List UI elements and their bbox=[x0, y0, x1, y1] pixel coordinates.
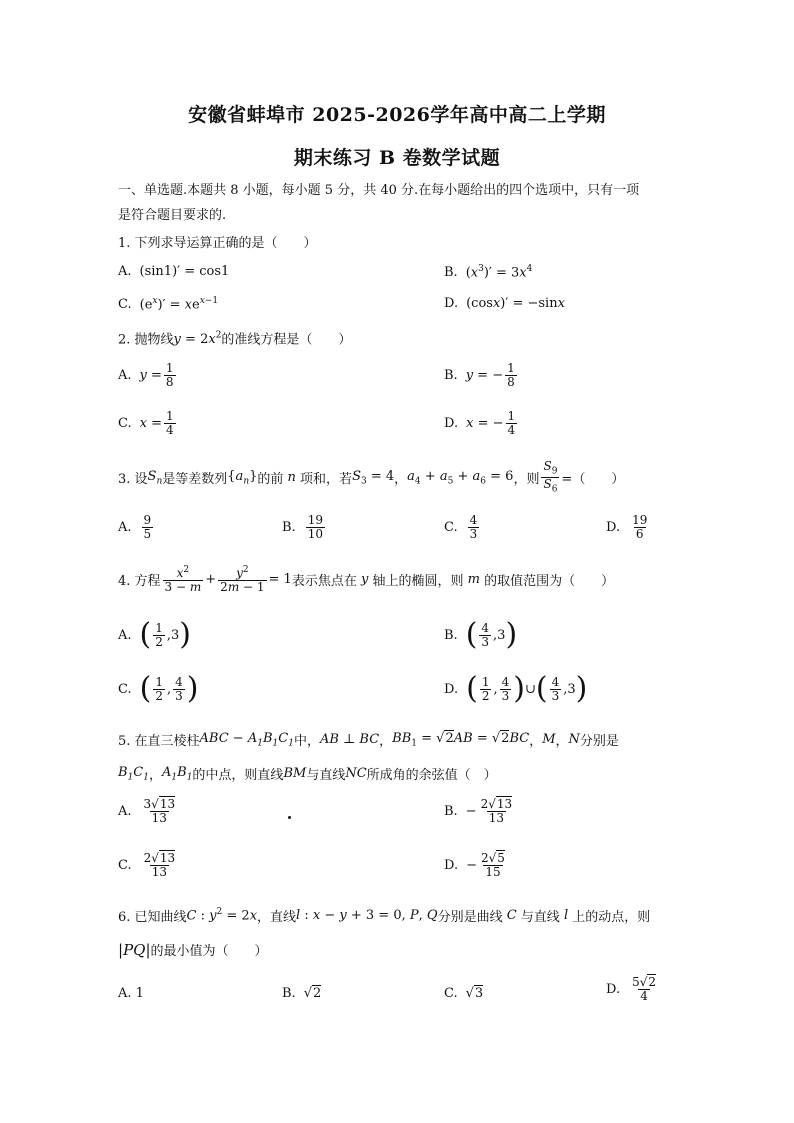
q2-option-c: C. x = $\frac{1}{4}$ bbox=[118, 409, 174, 437]
exam-title-line2: 期末练习 B 卷数学试题 bbox=[293, 147, 501, 169]
q5-option-b: B. − $\frac{2√13}{13}$ bbox=[444, 797, 513, 825]
q1-stem: 1. 下列求导运算正确的是（ ） bbox=[118, 236, 317, 251]
q3-stem: 3. 设 $S_n$ 是等差数列 $\{a_n\}$ 的前 n 项和，若 $S_3 = 4$ ， $a_4 + a_5 + a_6 = 6$ ，则 $\frac{S_9}{S_6}$ =（ ） bbox=[118, 459, 625, 495]
section-instructions-line1: 一、单选题.本题共 8 小题，每小题 5 分，共 40 分.在每小题给出的四个选项中，只有一项 bbox=[118, 183, 640, 198]
q4-stem: 4. 方程 $\frac{x^2}{3 - m}$ + $\frac{y^2}{2m - 1}$ = 1 表示焦点在 y 轴上的椭圆，则 m 的取值范围为（ ） bbox=[118, 565, 615, 594]
q2-stem: 2. 抛物线$y = 2x^2$的准线方程是（ ） bbox=[118, 331, 352, 348]
q6-stem-line1: 6. 已知曲线 C : $y^2 = 2x$ ，直线 l : x − y + 3 = 0, P, Q 分别是曲线 C 与直线 l 上的动点，则 bbox=[118, 907, 651, 925]
stray-dot bbox=[288, 816, 291, 819]
q1-option-d: D. (cosx)′ = −sinx bbox=[444, 296, 565, 311]
q1-option-b-math: $(x^3)' = 3x^4$ bbox=[465, 264, 533, 281]
exam-title-line1: 安徽省蚌埠市 2025-2026学年高中高二上学期 bbox=[188, 104, 606, 126]
q1-option-c: C. $(e^x)' = xe^{x-1}$ bbox=[118, 296, 219, 313]
q1-option-c-math: $(e^x)' = xe^{x-1}$ bbox=[139, 296, 219, 313]
q3-option-c: C. $\frac{4}{3}$ bbox=[444, 513, 478, 541]
q2-option-a: A. y = $\frac{1}{8}$ bbox=[118, 361, 174, 389]
q5-stem-line2: $B_1C_1$ ， $A_1B_1$ 的中点，则直线 BM 与直线 NC 所成角的余弦值（ ） bbox=[118, 764, 497, 783]
q2-option-b: B. y = − $\frac{1}{8}$ bbox=[444, 361, 515, 389]
q3-option-d: D. $\frac{19}{6}$ bbox=[606, 513, 648, 541]
q1-option-b: B. $(x^3)' = 3x^4$ bbox=[444, 264, 533, 281]
q3-option-a: A. $\frac{9}{5}$ bbox=[118, 513, 152, 541]
q1-option-d-math: (cosx)′ = −sinx bbox=[466, 296, 565, 311]
q6-option-d: D. $\frac{5√2}{4}$ bbox=[606, 975, 657, 1003]
q6-stem-line2: |PQ| 的最小值为（ ） bbox=[118, 940, 268, 959]
q4-option-d: D. ( $\frac{1}{2}$ , $\frac{4}{3}$ ) ∪ ( $\frac{4}{3}$ ,3 ) bbox=[444, 671, 588, 706]
q1-option-a: A. (sin1)′ = cos1 bbox=[118, 264, 230, 279]
q5-option-c: C. $\frac{2√13}{13}$ bbox=[118, 851, 176, 879]
q3-option-b: B. $\frac{19}{10}$ bbox=[282, 513, 323, 541]
section-instructions-line2: 是符合题目要求的. bbox=[118, 208, 227, 223]
q6-option-c: C. √3 bbox=[444, 986, 484, 1001]
q5-stem-line1: 5. 在直三棱柱 ABC − $A_1B_1C_1$ 中， AB ⊥ BC ， $BB_1 = √2AB = √2BC$ ， M ， N 分别是 bbox=[118, 730, 619, 749]
q5-option-a: A. $\frac{3√13}{13}$ bbox=[118, 797, 176, 825]
q6-option-b: B. √2 bbox=[282, 986, 322, 1001]
q2-option-d: D. x = − $\frac{1}{4}$ bbox=[444, 409, 516, 437]
q4-option-b: B. ( $\frac{4}{3}$ ,3 ) bbox=[444, 617, 518, 652]
q5-option-d: D. − $\frac{2√5}{15}$ bbox=[444, 851, 505, 879]
q4-option-c: C. ( $\frac{1}{2}$ , $\frac{4}{3}$ ) bbox=[118, 671, 199, 706]
q1-option-a-math: (sin1)′ = cos1 bbox=[139, 264, 230, 279]
q6-option-a: A. 1 bbox=[118, 986, 144, 1001]
q4-option-a: A. ( $\frac{1}{2}$ ,3 ) bbox=[118, 617, 192, 652]
